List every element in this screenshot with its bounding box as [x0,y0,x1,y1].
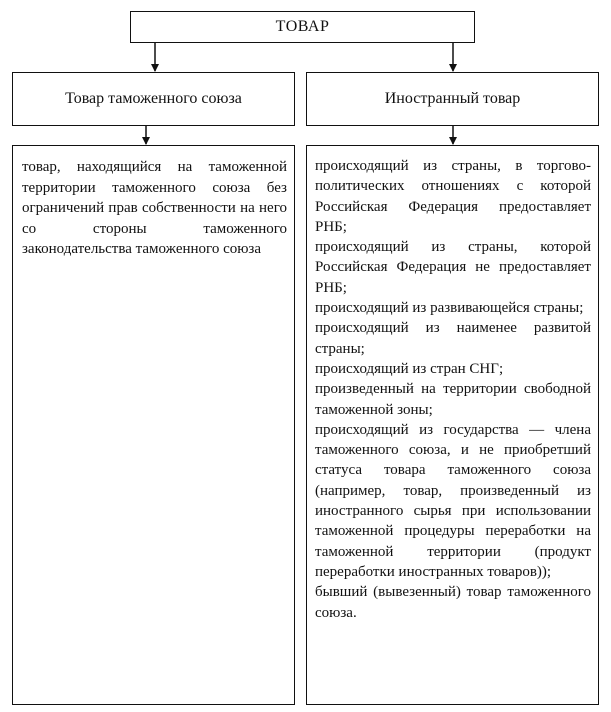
foreign-goods-list-box [306,145,599,705]
list-item: происходящий из стран СНГ; [315,360,504,377]
foreign-goods-title: Иностранный товар [384,90,521,107]
customs-union-goods-description: товар, находящийся на таможенной территории таможенного союза без ограничений прав собственности на него со стороны таможенного законодательства таможенного союза [22,159,287,258]
customs-union-goods-node [12,72,295,126]
list-item: происходящий из страны, в торгово-политических отношениях с которой Российская Федерация предоставляет РНБ; [315,158,591,235]
list-item: происходящий из государства — члена таможенного союза, и не приобретший статуса товара таможенного союза (например, товар, произведенный из иностранного сырья при использовании таможенной процедуры переработки на таможенной территории (продукт переработки иностранных товаров)); [315,421,591,580]
customs-union-goods-description-box [12,145,295,705]
root-label: ТОВАР [275,18,330,35]
root-node [130,11,475,43]
list-item: происходящий из наименее развитой страны; [315,320,591,357]
customs-union-goods-title: Товар таможенного союза [65,90,242,107]
list-item: происходящий из страны, которой Российская Федерация не предоставляет РНБ; [315,239,591,296]
list-item: происходящий из развивающейся страны; [315,300,584,317]
list-item: произведенный на территории свободной таможенной зоны; [315,381,591,418]
foreign-goods-list [315,156,591,623]
list-item: бывший (вывезенный) товар таможенного союза. [315,584,591,621]
foreign-goods-node [306,72,599,126]
